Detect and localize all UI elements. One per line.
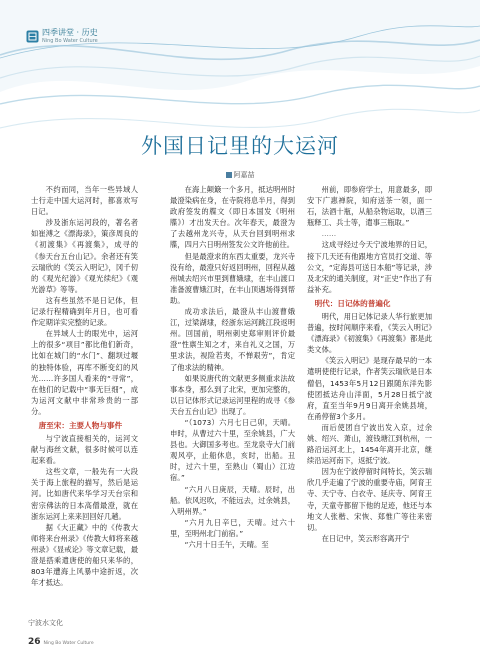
- paragraph: 与宁波直接相关的，运河文献与海丝文献，很多时候可以连起来看。: [31, 433, 138, 466]
- paragraph: 据《大正藏》中的《传教大师将来台州录》《传教大师将来越州录》《显戒论》等文章记载，最澄是搭乘遣唐使的船只来华的，803年遭海上风暴中途折返，次年才抵达。: [31, 522, 138, 588]
- subheading: 明代：日记体的普遍化: [314, 298, 391, 308]
- article-column-3: [307, 184, 432, 544]
- author-name: 阿嘉喆: [233, 171, 255, 179]
- paragraph: “六月十日壬午，天晴。至: [184, 540, 269, 549]
- paragraph: 成功求法后，最澄从丰山渡曹娥江，过梁湖埭，经浙东运河跳江段返明州。回国前，明州刺史郑审则评价最澄“性禀生知之才，来自礼义之国，万里求法，视险若夷，不惮艰劳”，肯定了他求法的精神。: [170, 307, 295, 372]
- paragraph: “六月八日庚辰，天晴。辰时，出船。依风迟吹，不能远去，过余姚县，入明州界。”: [170, 484, 295, 516]
- article-column-2: [170, 184, 295, 550]
- footer-section: 宁波水文化: [28, 619, 63, 627]
- paragraph: ……: [321, 229, 337, 239]
- subheading: 唐至宋：主要人物与事件: [38, 420, 123, 430]
- paragraph: 州前，即参府学士，用意最多，即安下广惠禅院，知府送茶一领，面一石，法酒十瓶，从船杂物运取，以酒三瓶释工、兵士等，遣事三瓶取。”: [307, 185, 432, 228]
- paragraph: 这有些虽然不是日记体，但记录行程精确到年月日，也可看作定期详实完整的记录。: [31, 295, 138, 328]
- paragraph: 不约而同，当年一些异域人士行走中国大运河时，都喜欢写日记。: [31, 185, 138, 217]
- footer-subtitle: Ning Bo Water Culture: [43, 641, 94, 646]
- paragraph: “（1073）六月七日己卯，天晴。申时，从曹过六十里，至余姚县，广大县也。大御国多考也。至龙泉寺大门前观风亭，止船休息，亥时，出船。丑时，过六十里，至熟山（蜀山）江边宿。”: [170, 417, 295, 483]
- author-line: [0, 170, 480, 180]
- paragraph: 而后使团自宁波出发入京，过余姚、绍兴、萧山，渡钱塘江到杭州，一路沿运河北上，1454年离开北京，继续沿运河南下，返抵宁波。: [307, 422, 432, 466]
- article-column-1: [31, 184, 138, 588]
- paragraph: 《笑云入明记》是现存最早的一本遣明使使行记录，作者笑云瑞欣是日本僧侣，1453年5月12日跟随东洋先影使团抵达舟山洋面，5月28日抵宁波府，直至当年9月9日离开余姚县境，在甬停留3个多月。: [307, 356, 432, 421]
- section-subtitle: Ning Bo Water Culture: [42, 38, 98, 44]
- page-footer: [28, 618, 94, 647]
- paragraph: 在日记中，笑云形容离开宁: [321, 533, 410, 543]
- square-bullet-icon: [226, 172, 232, 178]
- paragraph: 在异域人士的眼光中，运河上的很多“项目”都比他们新奇，比如在城门的“水门”、翻坝过堰的独特体验，再库不断变幻的风光……许多国人看来的“寻常”，在他们的记载中“事无巨细”，成为运河文献中非常珍贵的一部分。: [31, 329, 138, 416]
- paragraph: 涉及浙东运河段的，著名者如崔溥之《漂海录》，策彦周良的《初渡集》《再渡集》，成寻的《参天台五台山记》。余者还有笑云瑞欣的《笑云入明记》，冈千仞的《观光纪游》《观光续纪》《观光游草》等等。: [31, 218, 138, 294]
- page-number: 26: [28, 637, 41, 647]
- paragraph: 因为在宁波停留时间特长，笑云瑞欣几乎走遍了宁波的重要寺庙，阿育王寺、天宁寺、白衣寺、延庆寺、阿育王寺，天童寺都留下他的足迹，他还与本地文人张楷、宋恢、郑惟广等往来密切。: [307, 467, 432, 532]
- paragraph: 这些文章，一般先有一大段关于海上旅程的描写，然后是运河。比如唐代来华学习天台宗和密宗佛法的日本高僧最澄，就在浙东运河上来来回回好几趟。: [31, 467, 138, 521]
- seal-icon: [26, 30, 39, 43]
- paragraph: 这成寻经过今天宁波地界的日记，接下几天还有他跟地方官员打交道、等公文，“定海县可送日本船”等记录，涉及北宋的通关制度，对“正史”作出了有益补充。: [307, 240, 432, 294]
- paragraph: 在海上颠簸一个多月，抵达明州时最澄染病在身，在寺院将息半月，得到政府签发的牒文（即日本国发《明州牒》）才出发天台。次年春天，最澄为了去越州龙兴寺，从天台回到明州求牒，四月六日明州签发公文许他前往。: [170, 185, 295, 250]
- paragraph: 明代，用日记体记录人华行旅更加普遍，按时间顺序来看，《笑云入明记》《漂海录》《初渡集》《再渡集》都是此类文体。: [307, 311, 432, 355]
- paragraph: 但是最澄求的东西太重要，龙兴寺没有给，最澄只好返回明州，回程从越州城去绍兴市里到曹娥埭，在丰山渡口准备渡曹娥江时，在丰山顶遇场得到帮助。: [170, 251, 295, 305]
- paragraph: “六月九日辛巳，天晴。过六十里，至明州北门前宿。”: [170, 517, 295, 538]
- article-title: 外国日记里的大运河: [141, 134, 339, 158]
- paragraph: 如果说唐代的文献更多侧重求法故事本身，那么到了北宋，更加完整的，以日记体形式记录运河里程的成寻《参天台五台山记》出现了。: [170, 373, 295, 416]
- section-title: 四季讲堂 · 历史: [42, 28, 98, 37]
